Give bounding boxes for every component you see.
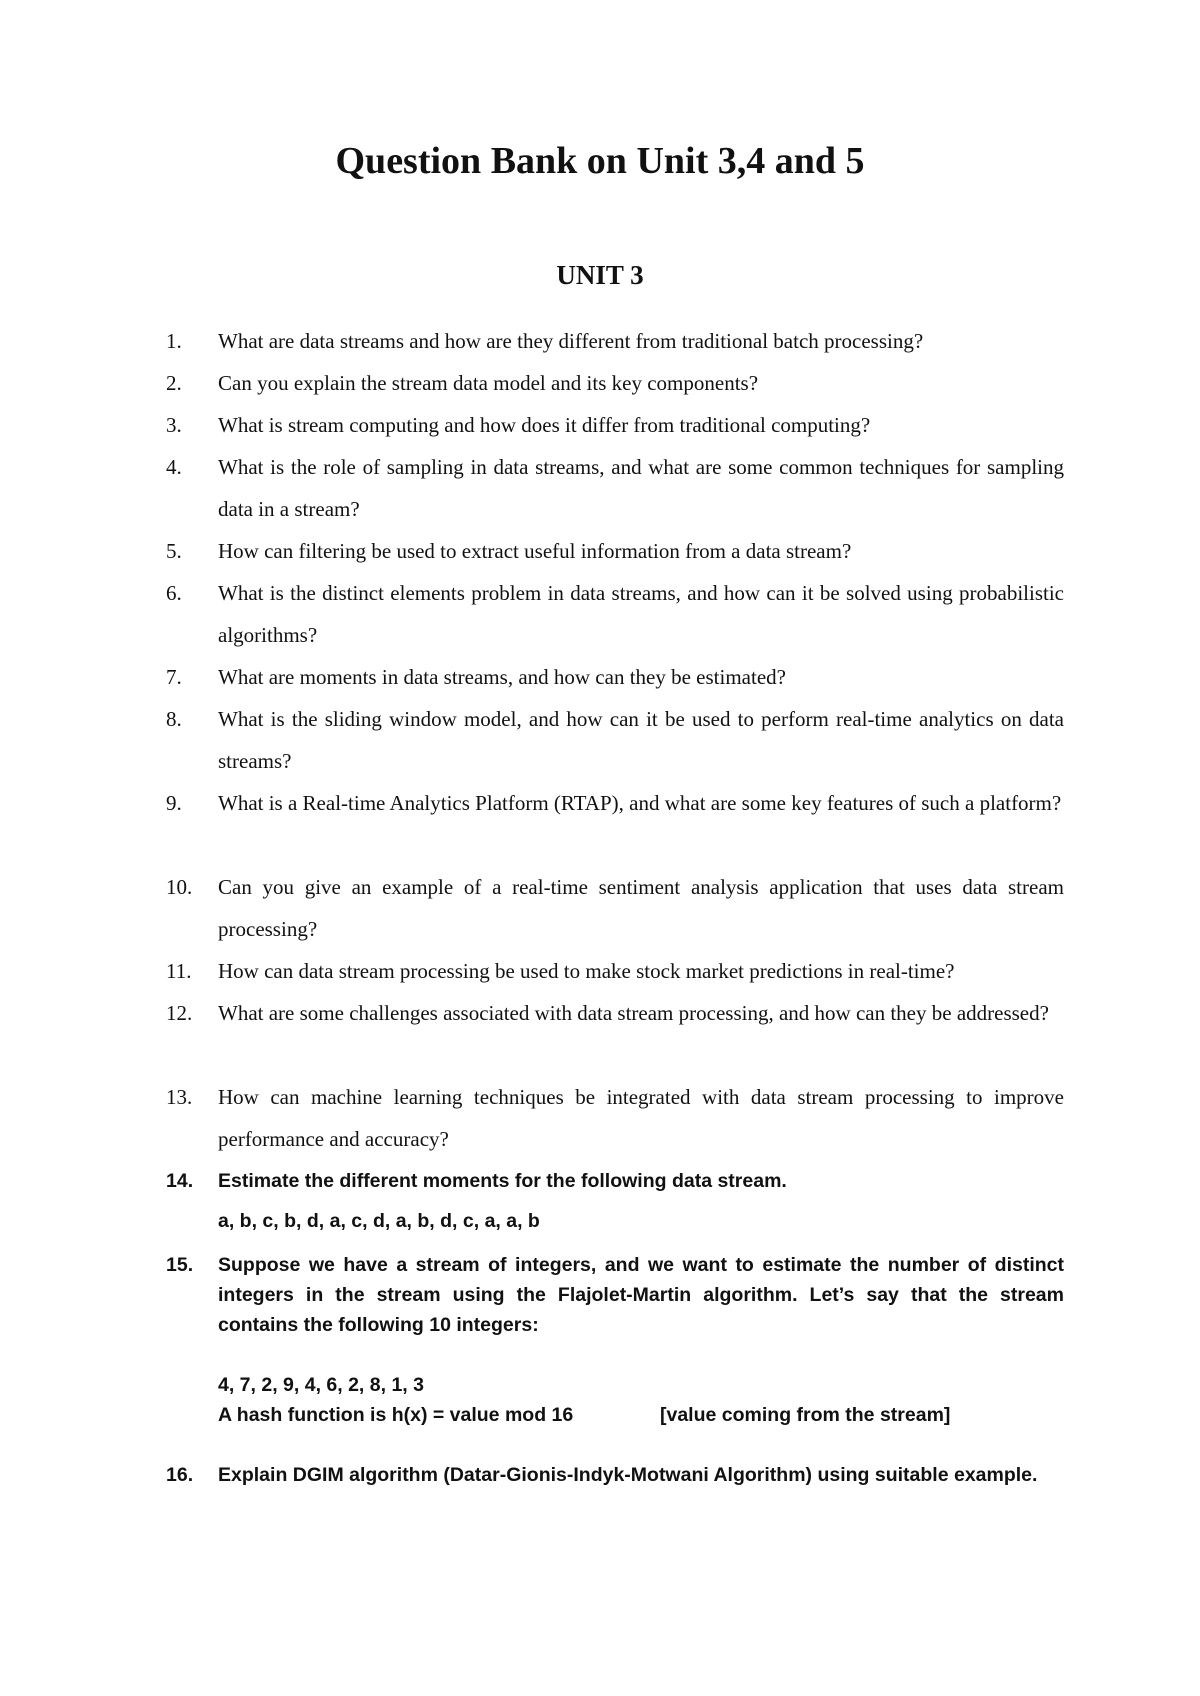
- page-title: Question Bank on Unit 3,4 and 5: [335, 140, 865, 182]
- unit-heading: UNIT 3: [556, 260, 644, 290]
- question-number: 13.: [166, 1085, 193, 1109]
- question-number: 2.: [166, 371, 182, 395]
- question-number: 15.: [166, 1254, 194, 1276]
- question-number: 11.: [166, 959, 192, 983]
- question-item: [166, 446, 1064, 530]
- question-text: Explain DGIM algorithm (Datar-Gionis-Indyk-Motwani Algorithm) using suitable example.: [218, 1464, 1038, 1486]
- hash-function-line: [218, 1400, 951, 1430]
- question-number: 10.: [166, 875, 193, 899]
- question-number: 8.: [166, 707, 182, 731]
- question-item: [166, 782, 1064, 824]
- question-number: 7.: [166, 665, 182, 689]
- question-text: How can filtering be used to extract useful information from a data stream?: [218, 539, 852, 563]
- question-number: 6.: [166, 581, 182, 605]
- question-text: What is the role of sampling in data streams, and what are some common techniques for sampling data in a stream?: [218, 455, 1064, 521]
- question-item: [166, 572, 1064, 656]
- question-item: [166, 1076, 1064, 1160]
- question-item: [166, 320, 1064, 362]
- question-text: How can data stream processing be used to make stock market predictions in real-time?: [218, 959, 955, 983]
- question-number: 12.: [166, 1001, 193, 1025]
- question-item: [166, 1160, 1064, 1202]
- hash-function-text: A hash function is h(x) = value mod 16: [218, 1404, 574, 1426]
- question-number: 9.: [166, 791, 182, 815]
- question-item: [166, 950, 1064, 992]
- question-text: What are some challenges associated with data stream processing, and how can they be addressed?: [218, 1001, 1049, 1025]
- question-number: 16.: [166, 1464, 194, 1486]
- question-number: 1.: [166, 329, 182, 353]
- question-text: What is the distinct elements problem in data streams, and how can it be solved using probabilistic algorithms?: [218, 581, 1064, 647]
- question-item: [166, 530, 1064, 572]
- question-data-stream: a, b, c, b, d, a, c, d, a, b, d, c, a, a, b: [218, 1210, 540, 1232]
- question-text: What is the sliding window model, and how can it be used to perform real-time analytics on data streams?: [218, 707, 1064, 773]
- question-item: [166, 1460, 1064, 1490]
- question-data-stream: 4, 7, 2, 9, 4, 6, 2, 8, 1, 3: [218, 1374, 424, 1396]
- question-item: [166, 992, 1064, 1034]
- question-item: [166, 1250, 1064, 1340]
- question-item: [166, 698, 1064, 782]
- question-text: What are data streams and how are they different from traditional batch processing?: [218, 329, 924, 353]
- question-text: Can you explain the stream data model and its key components?: [218, 371, 759, 395]
- question-item: [166, 362, 1064, 404]
- question-item: [166, 404, 1064, 446]
- question-item: [166, 656, 1064, 698]
- question-number: 5.: [166, 539, 182, 563]
- question-text: Estimate the different moments for the following data stream.: [218, 1170, 787, 1192]
- question-text: Can you give an example of a real-time sentiment analysis application that uses data stream processing?: [218, 875, 1064, 941]
- question-text: What are moments in data streams, and how can they be estimated?: [218, 665, 786, 689]
- question-text: What is a Real-time Analytics Platform (RTAP), and what are some key features of such a platform?: [218, 791, 1062, 815]
- question-number: 14.: [166, 1170, 194, 1192]
- question-number: 4.: [166, 455, 182, 479]
- hash-function-note: [value coming from the stream]: [660, 1404, 951, 1426]
- question-number: 3.: [166, 413, 182, 437]
- question-text: How can machine learning techniques be integrated with data stream processing to improve performance and accuracy?: [218, 1085, 1064, 1151]
- question-text: What is stream computing and how does it differ from traditional computing?: [218, 413, 871, 437]
- question-item: [166, 866, 1064, 950]
- question-text: Suppose we have a stream of integers, and we want to estimate the number of distinct integers in the stream using the Flajolet-Martin algorithm. Let’s say that the stream contains the following 10 integers:: [218, 1254, 1064, 1336]
